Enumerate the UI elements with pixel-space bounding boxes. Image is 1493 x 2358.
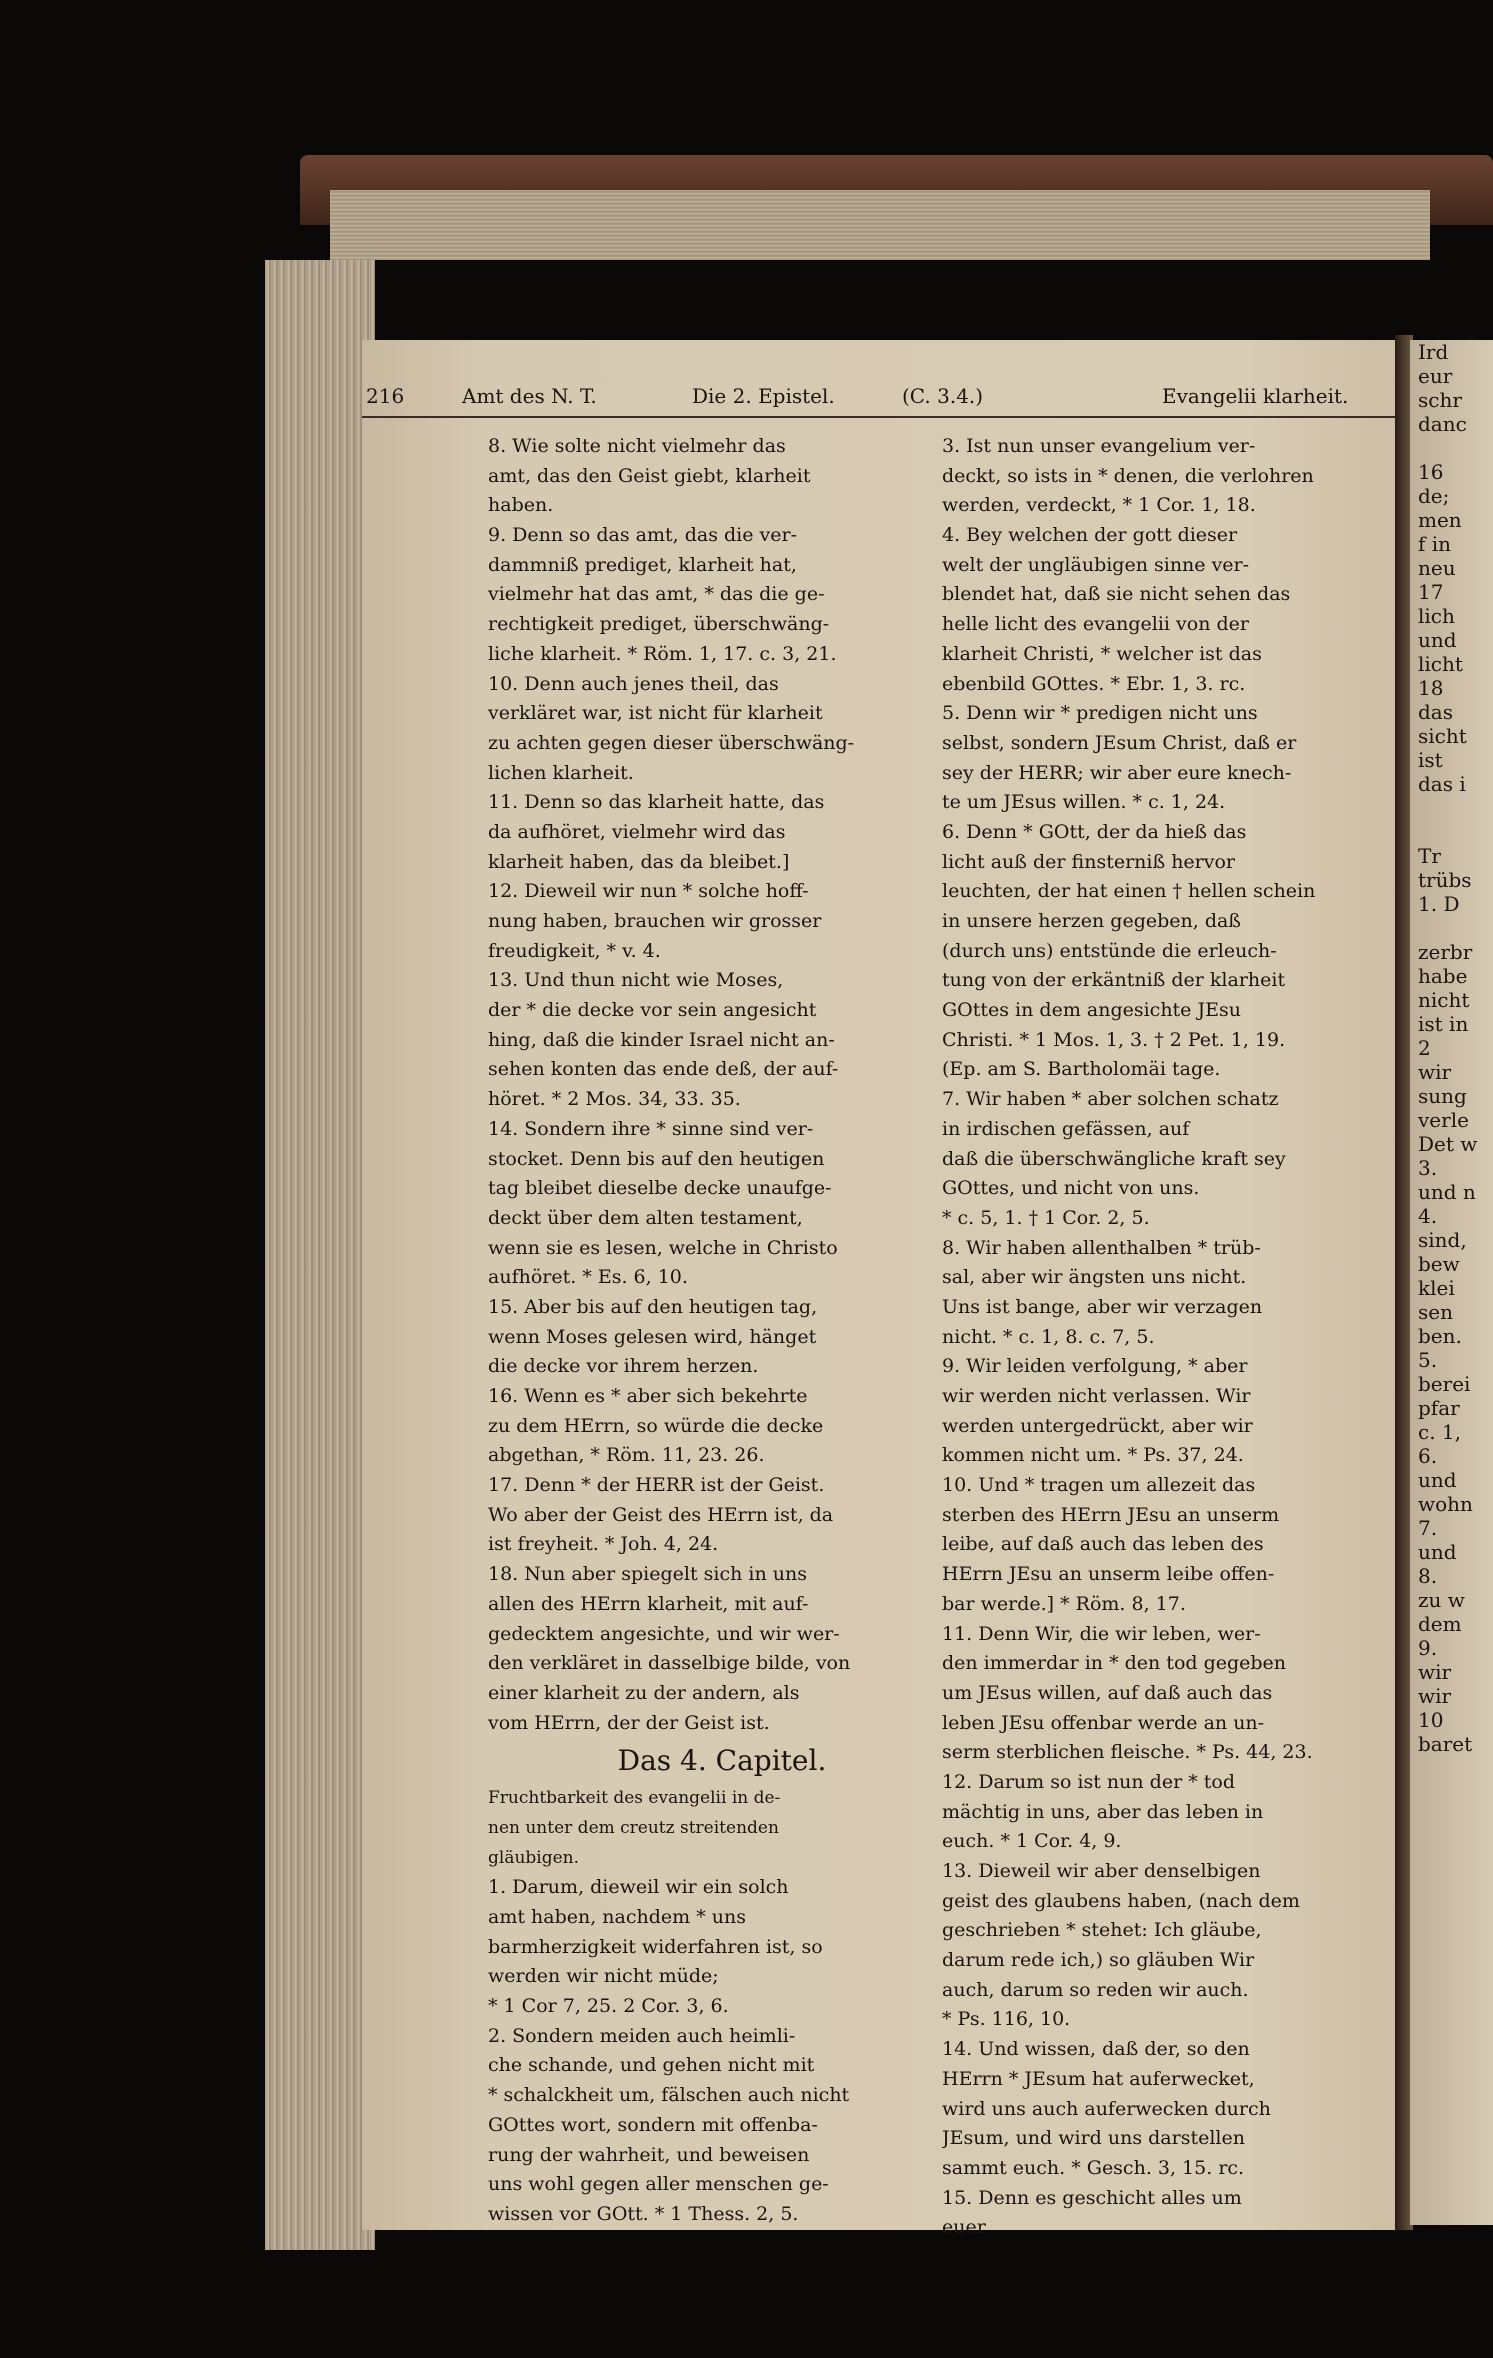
text-line: die decke vor ihrem herzen. [488,1355,759,1378]
text-line: stocket. Denn bis auf den heutigen [488,1147,825,1170]
text-line: 10. Und * tragen um allezeit das [942,1474,1256,1497]
text-line: aufhöret. * Es. 6, 10. [488,1266,688,1289]
text-line: gedecktem angesichte, und wir wer- [488,1622,840,1645]
text-line: geist des glaubens haben, (nach dem [942,1889,1300,1912]
text-line: 9. Denn so das amt, das die ver- [488,524,798,547]
fragment-line: men [1418,508,1462,532]
book-edge [330,190,1430,260]
text-line: sammt euch. * Gesch. 3, 15. rc. [942,2156,1245,2179]
text-line: wenn sie es lesen, welche in Christo [488,1236,838,1259]
text-line: 14. Sondern ihre * sinne sind ver- [488,1117,814,1140]
text-line: welt der ungläubigen sinne ver- [942,553,1250,576]
text-line: Uns ist bange, aber wir verzagen [942,1295,1263,1318]
fragment-line: sicht [1418,724,1467,748]
text-line: euch. * 1 Cor. 4, 9. [942,1830,1122,1853]
text-line: 10. Denn auch jenes theil, das [488,672,779,695]
text-line: * 1 Cor 7, 25. 2 Cor. 3, 6. [488,1995,729,2018]
fragment-line: de; [1418,484,1450,508]
text-line: JEsum, und wird uns darstellen [942,2127,1245,2150]
text-line: 13. Dieweil wir aber denselbigen [942,1860,1261,1882]
fragment-line: 7. [1418,1516,1438,1540]
text-line: kommen nicht um. * Ps. 37, 24. [942,1444,1244,1467]
fragment-line: ist [1418,748,1443,772]
fragment-line: und [1418,628,1457,652]
text-line: höret. * 2 Mos. 34, 33. 35. [488,1088,741,1111]
text-line: nung haben, brauchen wir grosser [488,910,822,932]
fragment-line: licht [1418,652,1463,676]
text-line: tung von der erkäntniß der klarheit [942,969,1286,992]
text-line: wissen vor GOtt. * 1 Thess. 2, 5. [488,2202,799,2225]
fragment-line: verle [1418,1108,1469,1132]
text-line: rechtigkeit prediget, überschwäng- [488,613,830,636]
text-line: che schande, und gehen nicht mit [488,2054,815,2077]
fragment-line: 4. [1418,1204,1438,1228]
text-line: ebenbild GOttes. * Ebr. 1, 3. rc. [942,672,1246,695]
chapter-summary-line: nen unter dem creutz streitenden [488,1817,779,1838]
right-column [942,432,1410,2243]
text-line: Wo aber der Geist des HErrn ist, da [488,1503,834,1526]
text-line: (durch uns) entstünde die erleuch- [942,939,1277,962]
text-line: wenn Moses gelesen wird, hänget [488,1325,817,1348]
header-book: Die 2. Epistel. [692,384,835,408]
text-line: abgethan, * Röm. 11, 23. 26. [488,1444,765,1467]
text-line: einer klarheit zu der andern, als [488,1681,800,1704]
fragment-line: Det w [1418,1132,1478,1156]
text-line: uns wohl gegen aller menschen ge- [488,2173,829,2196]
fragment-line: sung [1418,1084,1467,1108]
text-line: deckt über dem alten testament, [488,1206,803,1229]
fragment-line: f in [1418,532,1452,556]
text-line: mächtig in uns, aber das leben in [942,1800,1264,1823]
fragment-line: wir [1418,1684,1452,1708]
text-line: deckt, so ists in * denen, die verlohren [942,464,1314,487]
fragment-line: ist in [1418,1012,1469,1036]
text-line: 7. Wir haben * aber solchen schatz [942,1088,1279,1111]
text-line: wird uns auch auferwecken durch [942,2097,1271,2120]
header-office: Amt des N. T. [462,384,597,408]
text-line: sey der HERR; wir aber eure knech- [942,761,1292,784]
fragment-line: baret [1418,1732,1473,1756]
text-line: rung der wahrheit, und beweisen [488,2143,810,2166]
fragment-line: wohn [1418,1492,1473,1516]
text-line: 8. Wir haben allenthalben * trüb- [942,1236,1261,1259]
text-line: wir werden nicht verlassen. Wir [942,1385,1251,1407]
fragment-line [1410,916,1493,940]
fragment-line: klei [1418,1276,1455,1300]
text-line: 4. Bey welchen der gott dieser [942,524,1238,547]
text-line: Christi. * 1 Mos. 1, 3. † 2 Pet. 1, 19. [942,1028,1286,1051]
fragment-line: eur [1418,364,1453,388]
text-line: barmherzigkeit widerfahren ist, so [488,1935,823,1958]
text-line: * Ps. 116, 10. [942,2008,1071,2031]
text-line: bar werde.] * Röm. 8, 17. [942,1592,1186,1615]
text-line: in irdischen gefässen, auf [942,1117,1190,1140]
text-line: 17. Denn * der HERR ist der Geist. [488,1474,825,1497]
fragment-line: berei [1418,1372,1471,1396]
text-line: blendet hat, daß sie nicht sehen das [942,583,1291,606]
text-line: licht auß der finsterniß hervor [942,850,1236,873]
text-line: 13. Und thun nicht wie Moses, [488,969,784,992]
fragment-line: und [1418,1540,1457,1564]
text-line: den verkläret in dasselbige bilde, von [488,1652,851,1675]
text-line: sal, aber wir ängsten uns nicht. [942,1266,1247,1289]
fragment-line: 17 [1418,580,1444,604]
fragment-line: ben. [1418,1324,1462,1348]
fragment-line: c. 1, [1418,1420,1461,1444]
fragment-line: und [1418,1468,1457,1492]
text-line: 18. Nun aber spiegelt sich in uns [488,1563,807,1586]
text-line: GOttes wort, sondern mit offenba- [488,2113,818,2136]
fragment-line: zerbr [1418,940,1473,964]
text-line: vielmehr hat das amt, * das die ge- [488,583,825,606]
fragment-line: Ird [1418,340,1449,364]
fragment-line: habe [1418,964,1468,988]
text-line: euer [942,2216,986,2239]
text-line: 12. Darum so ist nun der * tod [942,1770,1235,1793]
fragment-line [1410,796,1493,820]
text-line: klarheit haben, das da bleibet.] [488,850,790,873]
text-line: werden, verdeckt, * 1 Cor. 1, 18. [942,494,1256,517]
text-line: in unsere herzen gegeben, daß [942,910,1241,932]
text-line: haben. [488,494,554,517]
header-reference: (C. 3.4.) [902,384,984,408]
text-line: liche klarheit. * Röm. 1, 17. c. 3, 21. [488,642,837,665]
text-line: tag bleibet dieselbe decke unaufge- [488,1177,832,1200]
chapter-summary-line: Fruchtbarkeit des evangelii in de- [488,1788,781,1809]
text-line: 5. Denn wir * predigen nicht uns [942,702,1258,725]
text-line: vom HErrn, der der Geist ist. [488,1711,770,1734]
fragment-line: 2 [1418,1036,1431,1060]
text-line: 16. Wenn es * aber sich bekehrte [488,1385,808,1407]
fragment-line: 8. [1418,1564,1438,1588]
chapter-summary-line: gläubigen. [488,1847,580,1868]
text-line: te um JEsus willen. * c. 1, 24. [942,791,1226,814]
text-line: auch, darum so reden wir auch. [942,1978,1249,2001]
fragment-line: danc [1418,412,1467,436]
text-line: selbst, sondern JEsum Christ, daß er [942,731,1297,754]
fragment-line: 1. D [1418,892,1460,916]
fragment-line: wir [1418,1660,1452,1684]
fragment-line: 6. [1418,1444,1438,1468]
text-line: leuchten, der hat einen † hellen schein [942,880,1316,903]
text-line: 15. Denn es geschicht alles um [942,2186,1242,2209]
text-line: geschrieben * stehet: Ich gläube, [942,1919,1262,1942]
fragment-line: Tr [1418,844,1441,868]
fragment-line: 10 [1418,1708,1444,1732]
text-line: nicht. * c. 1, 8. c. 7, 5. [942,1325,1155,1348]
text-line: GOttes, und nicht von uns. [942,1177,1200,1200]
fragment-line: 5. [1418,1348,1438,1372]
text-line: amt, das den Geist giebt, klarheit [488,464,811,487]
text-line: GOttes in dem angesichte JEsu [942,999,1241,1022]
text-line: 2. Sondern meiden auch heimli- [488,2024,796,2047]
text-line: werden wir nicht müde; [488,1965,719,1988]
left-column [488,432,956,2230]
text-line: 8. Wie solte nicht vielmehr das [488,435,786,457]
text-line: daß die überschwängliche kraft sey [942,1147,1286,1170]
fragment-line [1410,436,1493,460]
fragment-line: sind, [1418,1228,1467,1252]
left-page [362,340,1402,2239]
text-line: sterben des HErrn JEsu an unserm [942,1503,1280,1526]
text-line: der * die decke vor sein angesicht [488,999,817,1022]
fragment-line: 16 [1418,460,1444,484]
text-line: da aufhöret, vielmehr wird das [488,820,786,843]
text-line: leben JEsu offenbar werde an un- [942,1711,1265,1734]
fragment-line: schr [1418,388,1462,412]
fragment-line: nicht [1418,988,1470,1012]
text-line: HErrn JEsu an unserm leibe offen- [942,1563,1275,1586]
text-line: 14. Und wissen, daß der, so den [942,2038,1250,2061]
text-line: allen des HErrn klarheit, mit auf- [488,1592,809,1615]
fragment-line: das i [1418,772,1466,796]
fragment-line: lich [1418,604,1455,628]
page-number: 216 [366,384,405,408]
fragment-line: und n [1418,1180,1476,1204]
text-line: 15. Aber bis auf den heutigen tag, [488,1295,818,1318]
text-line: * c. 5, 1. † 1 Cor. 2, 5. [942,1206,1150,1229]
text-line: HErrn * JEsum hat auferwecket, [942,2067,1255,2090]
fragment-line: bew [1418,1252,1460,1276]
text-line: klarheit Christi, * welcher ist das [942,642,1262,665]
fragment-line: zu w [1418,1588,1465,1612]
text-line: amt haben, nachdem * uns [488,1906,746,1928]
text-line: serm sterblichen fleische. * Ps. 44, 23. [942,1741,1313,1764]
text-line: ist freyheit. * Joh. 4, 24. [488,1533,719,1556]
text-line: 6. Denn * GOtt, der da hieß das [942,820,1247,843]
text-line: 11. Denn Wir, die wir leben, wer- [942,1622,1261,1645]
fragment-line: trübs [1418,868,1472,892]
text-line: lichen klarheit. [488,761,634,784]
fragment-line: neu [1418,556,1456,580]
text-line: helle licht des evangelii von der [942,613,1249,636]
text-line: leibe, auf daß auch das leben des [942,1533,1264,1556]
fragment-line: 3. [1418,1156,1438,1180]
text-line: 12. Dieweil wir nun * solche hoff- [488,880,809,903]
text-line: darum rede ich,) so gläuben Wir [942,1949,1255,1972]
page-stack [265,260,375,2250]
text-line: um JEsus willen, auf daß auch das [942,1681,1273,1704]
text-line: hing, daß die kinder Israel nicht an- [488,1028,835,1051]
text-line: freudigkeit, * v. 4. [488,939,661,962]
text-line: verkläret war, ist nicht für klarheit [488,702,823,725]
fragment-line: dem [1418,1612,1462,1636]
fragment-line: 18 [1418,676,1444,700]
right-page-edge [1410,340,1493,2225]
text-line: zu achten gegen dieser überschwäng- [488,731,855,754]
text-line: dammniß prediget, klarheit hat, [488,553,797,576]
text-line: zu dem HErrn, so würde die decke [488,1414,824,1437]
fragment-line: das [1418,700,1453,724]
text-line: sehen konten das ende deß, der auf- [488,1058,839,1081]
text-line: (Ep. am S. Bartholomäi tage. [942,1058,1221,1081]
running-header [362,380,1402,418]
fragment-line: sen [1418,1300,1453,1324]
fragment-line: pfar [1418,1396,1460,1420]
text-line: den immerdar in * den tod gegeben [942,1652,1287,1675]
fragment-line [1410,820,1493,844]
fragment-line: 9. [1418,1636,1438,1660]
text-line: werden untergedrückt, aber wir [942,1414,1253,1437]
header-topic: Evangelii klarheit. [1162,384,1349,408]
text-line: 3. Ist nun unser evangelium ver- [942,435,1256,457]
text-line: 11. Denn so das klarheit hatte, das [488,791,825,814]
chapter-title: Das 4. Capitel. [617,1744,827,1778]
text-line: * schalckheit um, fälschen auch nicht [488,2084,850,2107]
text-line: 1. Darum, dieweil wir ein solch [488,1876,789,1899]
fragment-line: wir [1418,1060,1452,1084]
text-line: 9. Wir leiden verfolgung, * aber [942,1355,1248,1378]
